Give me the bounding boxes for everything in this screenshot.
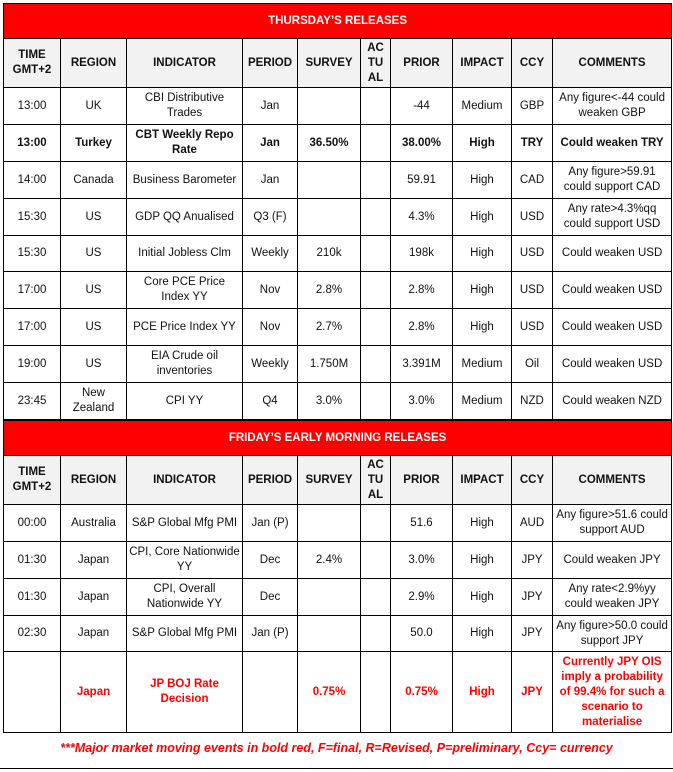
table-row [4,162,672,199]
table-row [4,616,672,652]
table-row [4,542,672,579]
cell-time: 00:00 [4,505,61,542]
cell-comments: Any rate>4.3%qq could support USD [553,199,672,236]
cell-actual [361,199,391,236]
header-impact: IMPACT [453,39,512,88]
cell-time: 15:30 [4,199,61,236]
cell-prior: 2.8% [391,309,453,346]
cell-survey [298,616,361,652]
header-impact: IMPACT [453,456,512,505]
cell-region: Japan [61,542,127,579]
table-row [4,505,672,542]
cell-time: 17:00 [4,309,61,346]
cell-time: 19:00 [4,346,61,383]
cell-impact: High [453,162,512,199]
friday-title: FRIDAY’S EARLY MORNING RELEASES [4,421,672,456]
cell-comments: Could weaken JPY [553,542,672,579]
cell-prior: 0.75% [391,652,453,733]
table-row [4,309,672,346]
cell-impact: Medium [453,346,512,383]
cell-ccy: USD [512,272,553,309]
cell-actual [361,346,391,383]
cell-indicator: Initial Jobless Clm [127,236,243,272]
cell-region: US [61,272,127,309]
cell-region: US [61,309,127,346]
cell-ccy: USD [512,236,553,272]
cell-ccy: NZD [512,383,553,420]
header-region: REGION [61,39,127,88]
header-actual: AC TU AL [361,39,391,88]
cell-region: Canada [61,162,127,199]
cell-indicator: EIA Crude oil inventories [127,346,243,383]
header-region: REGION [61,456,127,505]
cell-impact: High [453,542,512,579]
header-prior: PRIOR [391,456,453,505]
cell-indicator: S&P Global Mfg PMI [127,616,243,652]
cell-survey: 2.4% [298,542,361,579]
friday-header-row [4,456,672,505]
cell-region: New Zealand [61,383,127,420]
cell-period: Q4 [243,383,298,420]
thursday-title: THURSDAY’S RELEASES [4,4,672,39]
cell-survey [298,162,361,199]
cell-survey [298,199,361,236]
cell-indicator: CBT Weekly Repo Rate [127,125,243,162]
thursday-releases-table [3,3,672,420]
cell-region: UK [61,88,127,125]
cell-indicator: CPI YY [127,383,243,420]
cell-prior: 2.9% [391,579,453,616]
cell-actual [361,272,391,309]
header-actual: AC TU AL [361,456,391,505]
cell-ccy: AUD [512,505,553,542]
cell-indicator: CBI Distributive Trades [127,88,243,125]
cell-ccy: USD [512,309,553,346]
cell-time: 01:30 [4,579,61,616]
header-time: TIME GMT+2 [4,39,61,88]
cell-time: 17:00 [4,272,61,309]
cell-ccy: JPY [512,579,553,616]
divider [0,768,673,769]
cell-prior: 59.91 [391,162,453,199]
thursday-header-row [4,39,672,88]
cell-actual [361,383,391,420]
cell-ccy: JPY [512,652,553,733]
table-row [4,236,672,272]
footnote: ***Major market moving events in bold red, F=final, R=Revised, P=preliminary, Ccy= currency [60,741,613,755]
cell-survey: 3.0% [298,383,361,420]
cell-impact: High [453,616,512,652]
cell-period: Dec [243,579,298,616]
table-row [4,346,672,383]
cell-comments: Any figure>51.6 could support AUD [553,505,672,542]
cell-region: Turkey [61,125,127,162]
cell-period: Jan [243,125,298,162]
cell-actual [361,616,391,652]
cell-indicator: GDP QQ Anualised [127,199,243,236]
cell-period: Jan [243,88,298,125]
cell-impact: High [453,272,512,309]
cell-indicator: JP BOJ Rate Decision [127,652,243,733]
cell-period: Q3 (F) [243,199,298,236]
cell-comments: Could weaken NZD [553,383,672,420]
cell-ccy: USD [512,199,553,236]
cell-comments: Could weaken TRY [553,125,672,162]
header-comments: COMMENTS [553,39,672,88]
cell-period: Nov [243,272,298,309]
cell-survey [298,505,361,542]
cell-comments: Currently JPY OIS imply a probability of 99.4% for such a scenario to materialise [553,652,672,733]
cell-time: 01:30 [4,542,61,579]
cell-actual [361,542,391,579]
cell-time: 13:00 [4,125,61,162]
header-period: PERIOD [243,456,298,505]
cell-region: Japan [61,616,127,652]
table-row [4,199,672,236]
header-period: PERIOD [243,39,298,88]
cell-actual [361,505,391,542]
table-row [4,88,672,125]
cell-impact: High [453,505,512,542]
cell-impact: High [453,579,512,616]
cell-prior: 3.391M [391,346,453,383]
cell-prior: 51.6 [391,505,453,542]
cell-prior: 38.00% [391,125,453,162]
cell-time: 15:30 [4,236,61,272]
cell-indicator: S&P Global Mfg PMI [127,505,243,542]
cell-region: US [61,199,127,236]
cell-survey: 36.50% [298,125,361,162]
cell-survey: 0.75% [298,652,361,733]
header-ccy: CCY [512,39,553,88]
cell-time [4,652,61,733]
cell-ccy: GBP [512,88,553,125]
cell-actual [361,88,391,125]
cell-actual [361,652,391,733]
cell-time: 13:00 [4,88,61,125]
cell-region: Japan [61,579,127,616]
table-row [4,652,672,733]
cell-comments: Could weaken USD [553,272,672,309]
cell-indicator: CPI, Overall Nationwide YY [127,579,243,616]
cell-period: Dec [243,542,298,579]
cell-comments: Any rate<2.9%yy could weaken JPY [553,579,672,616]
cell-time: 14:00 [4,162,61,199]
cell-period: Jan (P) [243,505,298,542]
cell-survey [298,88,361,125]
cell-region: Australia [61,505,127,542]
cell-prior: 4.3% [391,199,453,236]
cell-impact: High [453,309,512,346]
cell-impact: High [453,199,512,236]
cell-period: Nov [243,309,298,346]
cell-comments: Could weaken USD [553,346,672,383]
cell-prior: 198k [391,236,453,272]
cell-impact: High [453,652,512,733]
cell-region: US [61,346,127,383]
cell-impact: Medium [453,88,512,125]
header-indicator: INDICATOR [127,456,243,505]
header-comments: COMMENTS [553,456,672,505]
cell-period [243,652,298,733]
cell-prior: 2.8% [391,272,453,309]
cell-impact: Medium [453,383,512,420]
header-survey: SURVEY [298,39,361,88]
cell-survey: 2.8% [298,272,361,309]
cell-time: 23:45 [4,383,61,420]
cell-time: 02:30 [4,616,61,652]
cell-actual [361,162,391,199]
cell-indicator: Business Barometer [127,162,243,199]
cell-ccy: CAD [512,162,553,199]
cell-prior: 3.0% [391,542,453,579]
cell-ccy: JPY [512,616,553,652]
cell-period: Jan [243,162,298,199]
cell-prior: 50.0 [391,616,453,652]
cell-indicator: CPI, Core Nationwide YY [127,542,243,579]
header-prior: PRIOR [391,39,453,88]
cell-indicator: Core PCE Price Index YY [127,272,243,309]
cell-period: Weekly [243,346,298,383]
cell-comments: Could weaken USD [553,309,672,346]
table-row [4,125,672,162]
cell-comments: Any figure>59.91 could support CAD [553,162,672,199]
cell-ccy: TRY [512,125,553,162]
cell-survey: 2.7% [298,309,361,346]
cell-ccy: Oil [512,346,553,383]
cell-survey: 1.750M [298,346,361,383]
cell-prior: 3.0% [391,383,453,420]
cell-impact: High [453,236,512,272]
header-indicator: INDICATOR [127,39,243,88]
cell-prior: -44 [391,88,453,125]
cell-ccy: JPY [512,542,553,579]
cell-impact: High [453,125,512,162]
cell-comments: Could weaken USD [553,236,672,272]
cell-survey: 210k [298,236,361,272]
cell-period: Jan (P) [243,616,298,652]
cell-period: Weekly [243,236,298,272]
header-time: TIME GMT+2 [4,456,61,505]
header-ccy: CCY [512,456,553,505]
friday-releases-table [3,420,672,733]
table-row [4,579,672,616]
cell-survey [298,579,361,616]
cell-actual [361,579,391,616]
cell-region: Japan [61,652,127,733]
cell-indicator: PCE Price Index YY [127,309,243,346]
cell-actual [361,309,391,346]
cell-comments: Any figure<-44 could weaken GBP [553,88,672,125]
cell-actual [361,236,391,272]
table-row [4,272,672,309]
cell-comments: Any figure>50.0 could support JPY [553,616,672,652]
cell-region: US [61,236,127,272]
table-row [4,383,672,420]
cell-actual [361,125,391,162]
header-survey: SURVEY [298,456,361,505]
